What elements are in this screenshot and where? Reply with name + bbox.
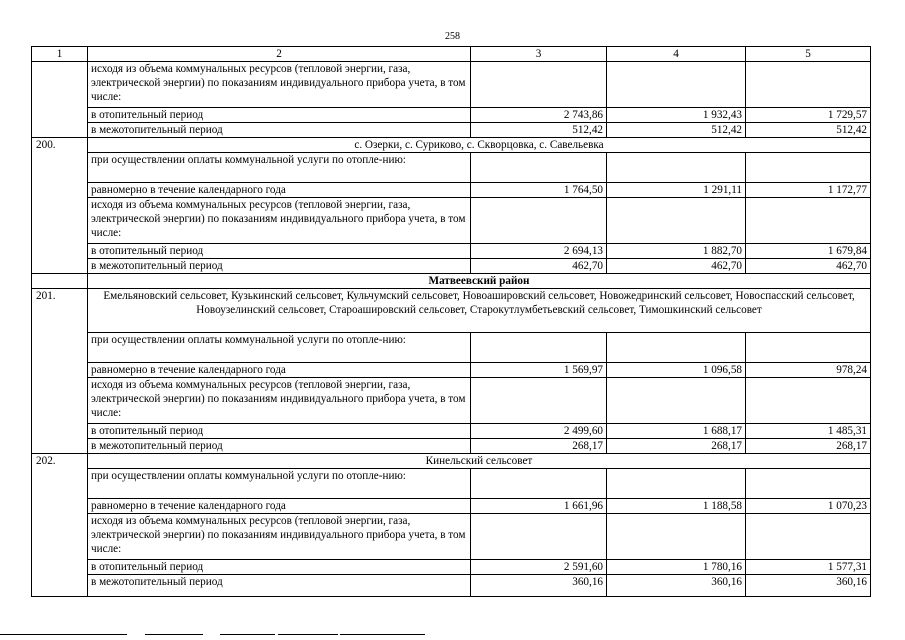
locality-name: с. Озерки, с. Суриково, с. Скворцовка, с. Савельевка bbox=[88, 138, 871, 153]
row-label: в межотопительный период bbox=[88, 575, 471, 597]
row-label: в межотопительный период bbox=[88, 259, 471, 274]
footer-rule bbox=[145, 634, 203, 635]
header-col-3: 3 bbox=[471, 47, 607, 62]
value-cell: 1 780,16 bbox=[607, 560, 746, 575]
row-label: равномерно в течение календарного года bbox=[88, 183, 471, 198]
row-label: в отопительный период bbox=[88, 424, 471, 439]
value-cell bbox=[746, 153, 871, 183]
row-label: равномерно в течение календарного года bbox=[88, 363, 471, 378]
value-cell bbox=[746, 469, 871, 499]
locality-name: Емельяновский сельсовет, Кузькинский сельсовет, Кульчумский сельсовет, Новоашировский сельсовет, Новожедринский сельсовет, Новоспасский сельсовет, Новоузелинский сельсовет, Староашировский сельсовет, Старокутлумбетьевский сельсовет, Тимошкинский сельсовет bbox=[88, 289, 871, 333]
value-cell: 2 743,86 bbox=[471, 108, 607, 123]
value-cell bbox=[607, 333, 746, 363]
footer-rule bbox=[0, 634, 127, 635]
row-label: при осуществлении оплаты коммунальной услуги по отопле-нию: bbox=[88, 333, 471, 363]
row-label: в отопительный период bbox=[88, 108, 471, 123]
table-row bbox=[32, 198, 871, 244]
value-cell: 1 172,77 bbox=[746, 183, 871, 198]
locality-row bbox=[32, 138, 871, 153]
header-col-5: 5 bbox=[746, 47, 871, 62]
entry-index: 201. bbox=[32, 289, 88, 454]
value-cell bbox=[607, 378, 746, 424]
row-label: исходя из объема коммунальных ресурсов (тепловой энергии, газа, электрической энергии) по показаниям индивидуального прибора учета, в том числе: bbox=[88, 198, 471, 244]
table-row bbox=[32, 469, 871, 499]
value-cell: 462,70 bbox=[471, 259, 607, 274]
value-cell bbox=[746, 514, 871, 560]
table-row bbox=[32, 378, 871, 424]
value-cell: 1 188,58 bbox=[607, 499, 746, 514]
value-cell: 360,16 bbox=[607, 575, 746, 597]
value-cell: 268,17 bbox=[607, 439, 746, 454]
value-cell: 1 577,31 bbox=[746, 560, 871, 575]
value-cell bbox=[746, 62, 871, 108]
region-row bbox=[32, 274, 871, 289]
table-row bbox=[32, 259, 871, 274]
value-cell: 2 591,60 bbox=[471, 560, 607, 575]
value-cell bbox=[471, 378, 607, 424]
entry-index: 200. bbox=[32, 138, 88, 274]
row-label: исходя из объема коммунальных ресурсов (тепловой энергии, газа, электрической энергии) по показаниям индивидуального прибора учета, в том числе: bbox=[88, 62, 471, 108]
value-cell bbox=[607, 514, 746, 560]
value-cell: 360,16 bbox=[471, 575, 607, 597]
row-label: в межотопительный период bbox=[88, 123, 471, 138]
footer-rule bbox=[340, 634, 425, 635]
value-cell bbox=[607, 469, 746, 499]
value-cell bbox=[607, 62, 746, 108]
value-cell: 1 882,70 bbox=[607, 244, 746, 259]
tariff-table bbox=[31, 46, 871, 597]
value-cell: 462,70 bbox=[746, 259, 871, 274]
value-cell bbox=[746, 198, 871, 244]
row-label: в отопительный период bbox=[88, 244, 471, 259]
locality-row bbox=[32, 454, 871, 469]
footer-rule bbox=[220, 634, 275, 635]
value-cell: 2 499,60 bbox=[471, 424, 607, 439]
footer-rule bbox=[278, 634, 338, 635]
page-number: 258 bbox=[445, 31, 460, 42]
value-cell: 512,42 bbox=[607, 123, 746, 138]
table-row bbox=[32, 123, 871, 138]
entry-index: 202. bbox=[32, 454, 88, 597]
value-cell bbox=[471, 153, 607, 183]
value-cell: 268,17 bbox=[471, 439, 607, 454]
value-cell: 1 291,11 bbox=[607, 183, 746, 198]
table-row bbox=[32, 439, 871, 454]
value-cell: 1 070,23 bbox=[746, 499, 871, 514]
header-col-2: 2 bbox=[88, 47, 471, 62]
value-cell: 1 661,96 bbox=[471, 499, 607, 514]
row-label: исходя из объема коммунальных ресурсов (тепловой энергии, газа, электрической энергии) по показаниям индивидуального прибора учета, в том числе: bbox=[88, 514, 471, 560]
value-cell bbox=[746, 333, 871, 363]
table-row bbox=[32, 499, 871, 514]
value-cell: 512,42 bbox=[471, 123, 607, 138]
value-cell: 1 569,97 bbox=[471, 363, 607, 378]
header-col-4: 4 bbox=[607, 47, 746, 62]
row-label: в отопительный период bbox=[88, 560, 471, 575]
row-label: в межотопительный период bbox=[88, 439, 471, 454]
value-cell: 1 679,84 bbox=[746, 244, 871, 259]
table-header-row bbox=[32, 47, 871, 62]
header-col-1: 1 bbox=[32, 47, 88, 62]
value-cell: 1 932,43 bbox=[607, 108, 746, 123]
value-cell: 360,16 bbox=[746, 575, 871, 597]
value-cell bbox=[607, 198, 746, 244]
row-label: при осуществлении оплаты коммунальной услуги по отопле-нию: bbox=[88, 469, 471, 499]
locality-row bbox=[32, 289, 871, 333]
table-row bbox=[32, 575, 871, 597]
value-cell: 268,17 bbox=[746, 439, 871, 454]
value-cell: 2 694,13 bbox=[471, 244, 607, 259]
table-row bbox=[32, 363, 871, 378]
value-cell: 1 096,58 bbox=[607, 363, 746, 378]
value-cell: 1 688,17 bbox=[607, 424, 746, 439]
table-row bbox=[32, 514, 871, 560]
value-cell: 1 729,57 bbox=[746, 108, 871, 123]
value-cell bbox=[471, 514, 607, 560]
table-row bbox=[32, 153, 871, 183]
table-row bbox=[32, 62, 871, 108]
index-cell bbox=[32, 274, 88, 289]
value-cell: 462,70 bbox=[607, 259, 746, 274]
value-cell: 512,42 bbox=[746, 123, 871, 138]
value-cell: 1 485,31 bbox=[746, 424, 871, 439]
value-cell bbox=[471, 333, 607, 363]
index-cell bbox=[32, 62, 88, 138]
value-cell: 978,24 bbox=[746, 363, 871, 378]
table-row bbox=[32, 560, 871, 575]
table-row bbox=[32, 333, 871, 363]
row-label: равномерно в течение календарного года bbox=[88, 499, 471, 514]
locality-name: Кинельский сельсовет bbox=[88, 454, 871, 469]
value-cell bbox=[471, 469, 607, 499]
table-row bbox=[32, 424, 871, 439]
row-label: исходя из объема коммунальных ресурсов (тепловой энергии, газа, электрической энергии) по показаниям индивидуального прибора учета, в том числе: bbox=[88, 378, 471, 424]
value-cell bbox=[471, 62, 607, 108]
table-row bbox=[32, 183, 871, 198]
value-cell bbox=[607, 153, 746, 183]
region-name: Матвеевский район bbox=[88, 274, 871, 289]
row-label: при осуществлении оплаты коммунальной услуги по отопле-нию: bbox=[88, 153, 471, 183]
value-cell bbox=[471, 198, 607, 244]
value-cell bbox=[746, 378, 871, 424]
value-cell: 1 764,50 bbox=[471, 183, 607, 198]
table-row bbox=[32, 108, 871, 123]
table-row bbox=[32, 244, 871, 259]
